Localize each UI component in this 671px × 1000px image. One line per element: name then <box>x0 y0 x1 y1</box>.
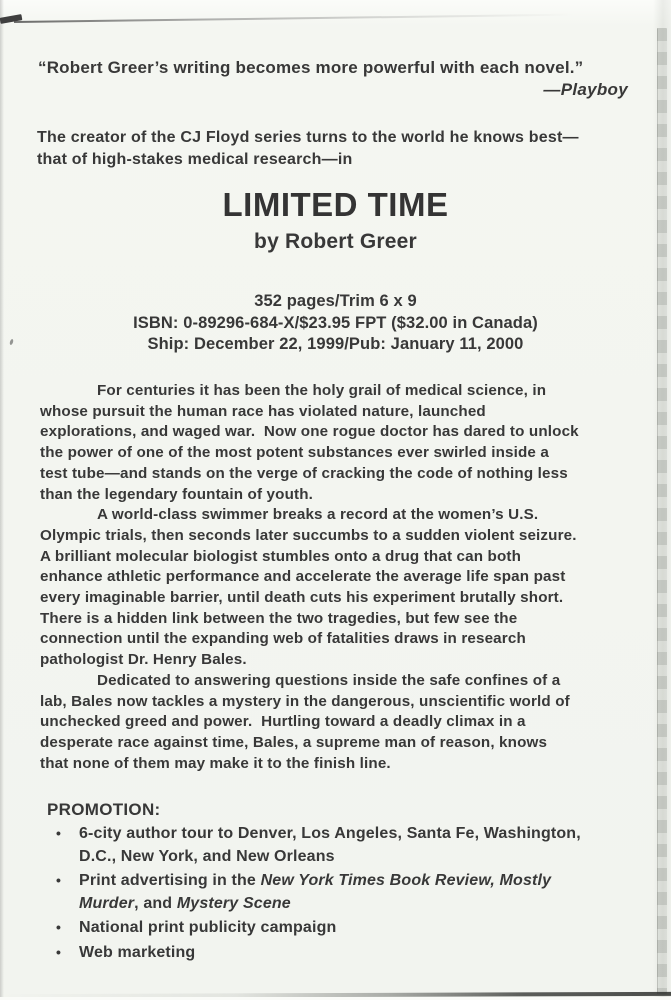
promotion-item-text: National print publicity campaign <box>79 919 337 936</box>
scan-left-edge-shadow <box>0 0 4 1000</box>
spec-pages-trim: 352 pages/Trim 6 x 9 <box>254 292 417 310</box>
description-paragraph-3: Dedicated to answering questions inside the safe confines of a lab, Bales now tackles a mystery in the dangerous, unscientific world of unchecked greed and power. Hurtling toward a deadly climax in a desperate race against time, Bales, a supreme man of reason, knows that none of them may make it to the finish line. <box>40 671 570 772</box>
spec-isbn-price: ISBN: 0-89296-684-X/$23.95 FPT ($32.00 in Canada) <box>133 313 538 332</box>
description-paragraph-1: For centuries it has been the holy grail of medical science, in whose pursuit the human race has violated nature, launched explorations, and waged war. Now one rogue doctor has dared to unlock the power of one of the most potent substances ever swirled inside a test tube—and stands on the verge of cracking the code of nothing less than the legendary fountain of youth. <box>40 382 579 503</box>
intro-line-1: The creator of the CJ Floyd series turns to the world he knows best— <box>37 129 579 146</box>
promotion-item-publicity-campaign <box>47 917 599 940</box>
book-description <box>40 381 655 774</box>
promotion-heading: PROMOTION: <box>47 800 161 819</box>
promotion-item-author-tour <box>47 823 599 868</box>
bullet-icon: • <box>56 919 62 935</box>
publication-specs <box>0 291 671 356</box>
review-attribution: —Playboy <box>543 80 628 99</box>
scan-right-edge-band <box>657 28 667 994</box>
promotion-item-text: Web marketing <box>79 943 196 961</box>
bullet-icon: • <box>56 825 62 841</box>
promotion-item-text: 6-city author tour to Denver, Los Angeles, Santa Fe, Washington, D.C., New York, and New Orleans <box>79 825 581 865</box>
intro-text <box>37 127 647 171</box>
book-title: LIMITED TIME <box>222 186 449 223</box>
promotion-item-web-marketing <box>47 942 599 965</box>
spec-ship-pub: Ship: December 22, 1999/Pub: January 11, 2000 <box>147 335 524 353</box>
scan-crease-line <box>14 14 574 23</box>
description-paragraph-2: A world-class swimmer breaks a record at the women’s U.S. Olympic trials, then seconds later succumbs to a sudden violent seizure. A brilliant molecular biologist stumbles onto a drug that can both enhance athletic performance and accelerate the average life span past every imaginable barrier, until death cuts his experiment brutally short. There is a hidden link between the two tragedies, but few see the connection until the expanding web of fatalities draws in research pathologist Dr. Henry Bales. <box>40 506 577 669</box>
promotion-item-text: Print advertising in the New York Times Book Review, Mostly Murder, and Mystery Scene <box>79 872 552 912</box>
intro-line-2: that of high-stakes medical research—in <box>37 151 353 168</box>
promotion-list <box>47 823 599 966</box>
bullet-icon: • <box>56 943 62 960</box>
review-quote: “Robert Greer’s writing becomes more powerful with each novel.” <box>38 58 584 77</box>
bullet-icon: • <box>56 872 62 888</box>
promotion-item-print-advertising <box>47 870 599 915</box>
book-byline: by Robert Greer <box>254 230 417 253</box>
